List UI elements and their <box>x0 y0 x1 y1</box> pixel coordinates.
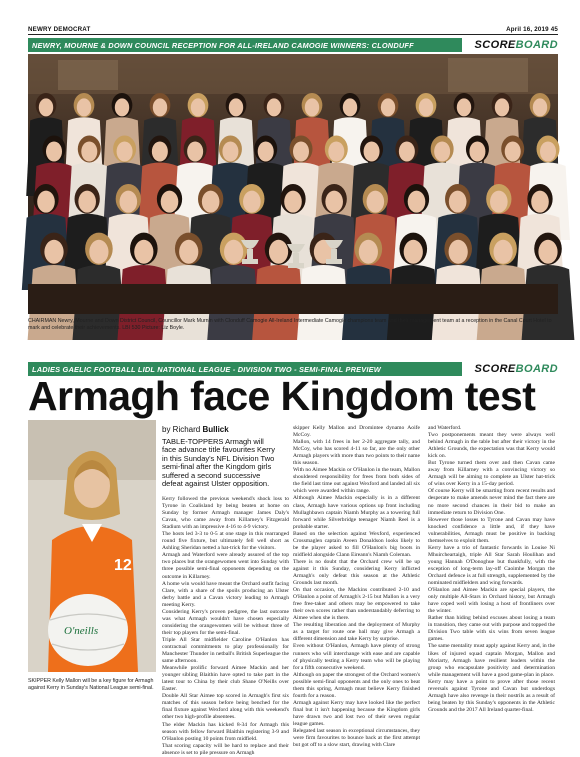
article-paragraph: Considering Kerry's proven pedigree, the last outcome was what Armagh wouldn't have chosen especially considering the orangewomen will be without three of their top players for the semi-final. <box>162 608 289 636</box>
article-paragraph: Although Aimee Mackin especially is in a different class, Armagh have various options up front including Mullaghbawn captain Niamh Murphy as a towering full forward while Silverbridge teenager Niamh Reel is a probable starter. <box>293 495 420 530</box>
masthead-rule <box>28 34 558 35</box>
paper-name: NEWRY DEMOCRAT <box>28 25 91 33</box>
article-paragraph: However those losses to Tyrone and Cavan may have knocked confidence a little and, if they have vulnerabilities, Armagh must be positive in backing themselves to exploit them. <box>428 516 555 544</box>
lead-paragraph: TABLE-TOPPERS Armagh will face advance title favourites Kerry in this Sunday's NFL Division Two semi-final after the Kingdom girls suffered a second successive defeat against Ulster opposition. <box>162 437 275 489</box>
article-paragraph: The same mentality must apply against Kerry and, in the likes of injured squad captain Morgan, Mallon and Moriarty, Armagh have resilient leaders within the group who encapsulate positivity and determination while management will have a good game-plan in place. <box>428 643 555 678</box>
byline: by Richard Bullick <box>162 425 229 434</box>
article-paragraph: The hosts led 3-3 to 0-5 at one stage in this rearranged round five fixture, but ultimately fell well short as Ashling Sheridan netted a hat-trick for the visitors. <box>162 531 289 552</box>
article-paragraph: Kerry may have a point to prove after those recent reversals against Tyrone and Cavan but underdogs Armagh have also revenge in their nostrils as a result of being beaten by this Sunday's opponents in the Athletic Grounds and the 2017 All Ireland quarter-final. <box>428 678 555 713</box>
ball-logo: O'neills <box>64 625 99 637</box>
date-page: April 16, 2019 45 <box>506 25 558 33</box>
article-paragraph: Of course Kerry will be smarting from recent results and desperate to make amends never mind the fact there are no more second chances in their bid to make an immediate return to Division One. <box>428 488 555 516</box>
article-paragraph: and Waterford. <box>428 425 462 431</box>
banner-text: NEWRY, MOURNE & DOWN COUNCIL RECEPTION FOR ALL-IRELAND CAMOGIE WINNERS: CLONDUFF <box>28 38 462 52</box>
article-paragraph: Rather than hiding behind excuses about losing a team in transition, they came out with purpose and topped the Division Two table with six wins from seven league games. <box>428 615 555 643</box>
article-paragraph: Kerry have a trio of fantastic forwards in Louise Ni Mhuircheartaigh, triple All Star Sarah Houlihan and young Hannah O'Donoghue but thankfully, with the exception of long-term lay-off Caoimhe Morgan the Orchard defence is at full strength, supplemented by the nominated midfielders and wing forwards. <box>428 544 555 587</box>
photo-caption: CHAIRMAN Newry, Mourne and Down District Council, Councillor Mark Murnin with Clonduff Camogie All-Ireland Intermediate Camogie champions team and their management team at a reception in the Canal Court Hotel to mark and celebrate their achievements. LBI 530 Picture: Liz Boyle. <box>28 318 552 331</box>
player-caption: SKIPPER Kelly Mallon will be a key figure for Armagh against Kerry in Sunday's National League semi-final. <box>28 678 154 691</box>
article-paragraph: But Tyrone turned them over and then Cavan came away from Killarney with a convincing victory so Armagh will be aiming to complete an Ulster hat-trick of wins over Kerry in a 15-day period. <box>428 460 555 488</box>
article-paragraph: skipper Kelly Mallon and Dromintee dynamo Aoife McCoy. <box>293 425 420 439</box>
article-paragraph: The resulting liberation and the deployment of Murphy as a target for route one ball may give Armagh a different dimension and take Kerry by surprise. <box>293 622 420 643</box>
banner-text: LADIES GAELIC FOOTBALL LIDL NATIONAL LEAGUE - DIVISION TWO - SEMI-FINAL PREVIEW <box>28 362 462 376</box>
article-paragraph: Triple All Star midfielder Caroline O'Hanlon has contractual commitments to play professionally for Manchester Thunder in netball's British Superleague the same afternoon. <box>162 636 289 665</box>
player-photo <box>28 420 156 672</box>
scoreboard-logo: SCORE BOARD <box>462 38 558 52</box>
article-paragraph: Armagh against Kerry may have looked like the perfect final but it isn't happening because the Kingdom girls have drawn two and lost two of their seven regular league games. <box>293 699 420 727</box>
author-name: Bullick <box>202 425 229 434</box>
article-column-3 <box>428 425 555 732</box>
article-paragraph: Although on paper the strongest of the Orchard women's possible semi-final opponents and the only ones to beat them this spring, Armagh must believe Kerry finished fourth for a reason. <box>293 671 420 699</box>
article-paragraph: Relegated last season in exceptional circumstances, they were firm favourites to bounce back at the first attempt but got off to a slow start, drawing with Clare <box>293 728 420 749</box>
headline: Armagh face Kingdom test <box>28 373 536 419</box>
article-paragraph: O'Hanlon and Aimee Mackin are special players, the only multiple All-Stars in Orchard history, but Armagh have coped well with losing a host of frontliners over the winter. <box>428 587 555 615</box>
article-paragraph: The elder Mackin has kicked 8-34 for Armagh this season with fellow forward Blaithin registering 3-9 and O'Hanlon posting 10 points from midfield. <box>162 721 289 742</box>
article-paragraph: Meanwhile prolific forward Aimee Mackin and her younger sibling Blaithin have opted to take part in the latest tour to China by their club Shane O'Neills over Easter. <box>162 665 289 693</box>
article-paragraph: There is no doubt that the Orchard crew will be up against it this Sunday, considering Kerry inflicted Armagh's only defeat this season at the Athletic Grounds last month. <box>293 558 420 587</box>
article-column-1 <box>162 496 289 756</box>
scoreboard-logo: SCORE BOARD <box>462 362 558 376</box>
article-paragraph: Even without O'Hanlon, Armagh have plenty of strong runners who will interchange with ease and are capable of physically testing a Kerry team who will be playing for a fifth consecutive weekend. <box>293 643 420 671</box>
section-banner-top <box>28 38 558 52</box>
article-paragraph: On that occasion, the Mackins contributed 2-10 and O'Hanlon a point of Armagh's 2-15 but Mallon is a very free free-taker and others may be empowered to take their own scores rather than understandably deferring to Aimee when she is there. <box>293 587 420 622</box>
team-photo <box>28 54 558 314</box>
article-paragraph: Armagh and Waterford were already assured of the top two places but the orangewomen went into Sunday with three possible semi-final opponents depending on the outcome in Killarney. <box>162 552 289 580</box>
article-paragraph: Mallon, with 14 frees in her 2-20 aggregate tally, and McCoy, who has scored 4-11 so far, are the only other Armagh players with more than two points to their name this season. <box>293 439 420 467</box>
article-paragraph: A home win would have meant the Orchard outfit facing Clare, with a share of the spoils producing an Ulster derby battle and a Cavan victory leading to Armagh meeting Kerry. <box>162 580 289 608</box>
article-paragraph: Double All Star Aimee top scored in Armagh's first six matches of this season before being benched for the final fixture against Wexford along with this weekend's other two high-profile absentees. <box>162 693 289 721</box>
svg-text:12: 12 <box>114 557 132 574</box>
article-column-2 <box>293 425 420 749</box>
article-paragraph: Two postponements meant they were always well behind Armagh in the table but after their victory in the Athletic Grounds, the expectation was that Kerry would kick on. <box>428 432 555 460</box>
article-paragraph: Based on the selection against Wexford, experienced Crossmaglen captain Aveen Donaldson looks likely to be the player asked to fill O'Hanlon's big boots in midfield alongside Clann Eireann's Niamh Coleman. <box>293 530 420 558</box>
article-paragraph: Kerry followed the previous weekend's shock loss to Tyrone in Coalisland by being beaten at home on Sunday by former Armagh manager James Daly's Cavan, who came away from Killarney's Fitzgerald Stadium with an impressive 4-16 to 4-9 victory. <box>162 496 289 531</box>
masthead <box>28 24 558 34</box>
article-paragraph: With no Aimee Mackin or O'Hanlon in the team, Mallon shouldered responsibility for frees from both sides of the field last time out against Wexford and landed all six which were awarded within range. <box>293 467 420 495</box>
article-paragraph: That scoring capacity will be hard to replace and their absence is set to pile pressure on Armagh <box>162 742 289 756</box>
